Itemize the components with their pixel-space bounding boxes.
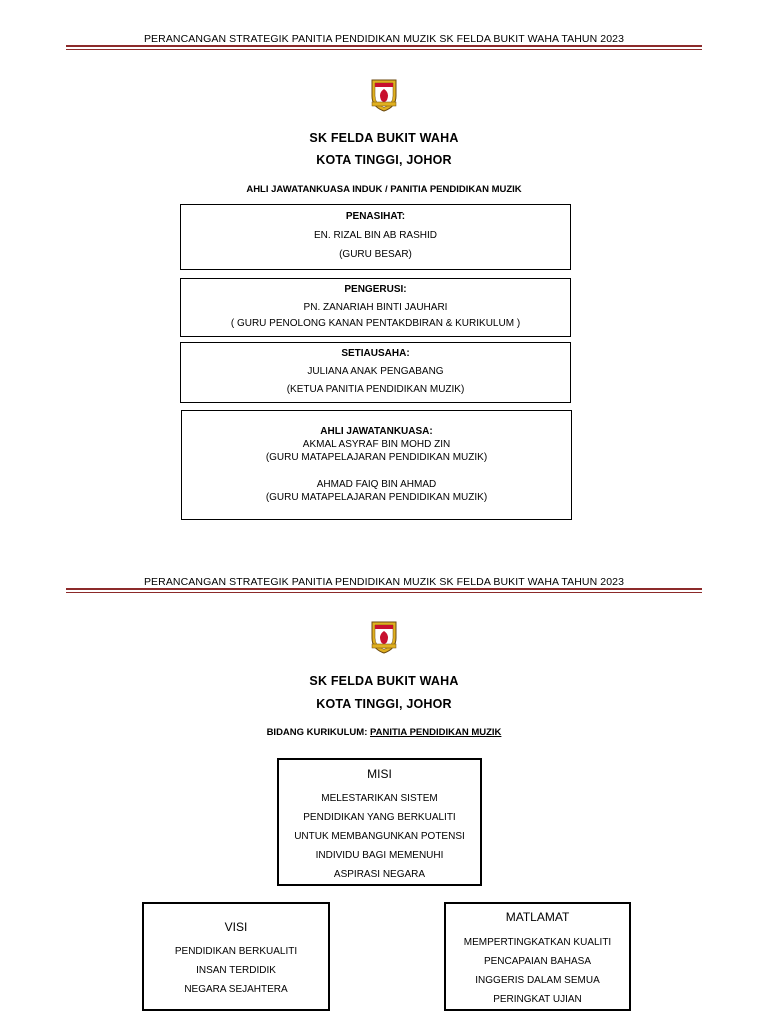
setiausaha-box <box>180 342 571 403</box>
misi-box <box>277 758 482 886</box>
school-name: SK FELDA BUKIT WAHA <box>309 131 459 145</box>
visi-title: VISI <box>224 920 248 934</box>
ahli-member2-name: AHMAD FAIQ BIN AHMAD <box>316 479 437 490</box>
pengerusi-role: ( GURU PENOLONG KANAN PENTAKDBIRAN & KURIKULUM ) <box>230 318 521 329</box>
ahli-member2-role: (GURU MATAPELAJARAN PENDIDIKAN MUZIK) <box>265 492 488 503</box>
ahli-title: AHLI JAWATANKUASA: <box>320 426 433 437</box>
visi-line: NEGARA SEJAHTERA <box>184 984 288 995</box>
penasihat-name: EN. RIZAL BIN AB RASHID <box>314 230 437 241</box>
matlamat-box <box>444 902 631 1011</box>
visi-line: PENDIDIKAN BERKUALITI <box>174 946 298 957</box>
misi-line: ASPIRASI NEGARA <box>333 869 426 880</box>
pengerusi-name: PN. ZANARIAH BINTI JAUHARI <box>303 302 448 313</box>
setiausaha-title: SETIAUSAHA: <box>341 348 410 359</box>
matlamat-line: PENCAPAIAN BAHASA <box>483 956 592 967</box>
ahli-member1-role: (GURU MATAPELAJARAN PENDIDIKAN MUZIK) <box>265 452 488 463</box>
bidang-value: PANITIA PENDIDIKAN MUZIK <box>370 727 502 738</box>
ahli-member1-name: AKMAL ASYRAF BIN MOHD ZIN <box>302 439 451 450</box>
school-crest-icon <box>369 618 399 654</box>
school-crest-icon <box>369 76 399 112</box>
bidang-label: BIDANG KURIKULUM: <box>266 727 368 738</box>
committee-title: AHLI JAWATANKUASA INDUK / PANITIA PENDIDIKAN MUZIK <box>246 184 522 195</box>
penasihat-box <box>180 204 571 270</box>
misi-line: PENDIDIKAN YANG BERKUALITI <box>303 812 456 823</box>
bidang-kurikulum <box>0 727 768 738</box>
ahli-box <box>181 410 572 520</box>
misi-line: MELESTARIKAN SISTEM <box>321 793 438 804</box>
visi-line: INSAN TERDIDIK <box>196 965 276 976</box>
matlamat-line: PERINGKAT UJIAN <box>493 994 582 1005</box>
setiausaha-name: JULIANA ANAK PENGABANG <box>307 366 444 377</box>
page-header: PERANCANGAN STRATEGIK PANITIA PENDIDIKAN MUZIK SK FELDA BUKIT WAHA TAHUN 2023 <box>143 576 625 588</box>
pengerusi-title: PENGERUSI: <box>344 284 407 295</box>
matlamat-line: INGGERIS DALAM SEMUA <box>475 975 600 986</box>
misi-title: MISI <box>367 767 392 781</box>
setiausaha-role: (KETUA PANITIA PENDIDIKAN MUZIK) <box>286 384 465 395</box>
matlamat-line: MEMPERTINGKATKAN KUALITI <box>463 937 612 948</box>
school-name: SK FELDA BUKIT WAHA <box>309 674 459 688</box>
pengerusi-box <box>180 278 571 337</box>
matlamat-title: MATLAMAT <box>505 910 570 924</box>
penasihat-role: (GURU BESAR) <box>339 249 412 260</box>
school-location: KOTA TINGGI, JOHOR <box>316 697 452 711</box>
visi-box <box>142 902 330 1011</box>
misi-line: INDIVIDU BAGI MEMENUHI <box>315 850 444 861</box>
school-location: KOTA TINGGI, JOHOR <box>316 153 452 167</box>
penasihat-title: PENASIHAT: <box>345 211 406 222</box>
page-header: PERANCANGAN STRATEGIK PANITIA PENDIDIKAN MUZIK SK FELDA BUKIT WAHA TAHUN 2023 <box>143 33 625 45</box>
misi-line: UNTUK MEMBANGUNKAN POTENSI <box>294 831 465 842</box>
